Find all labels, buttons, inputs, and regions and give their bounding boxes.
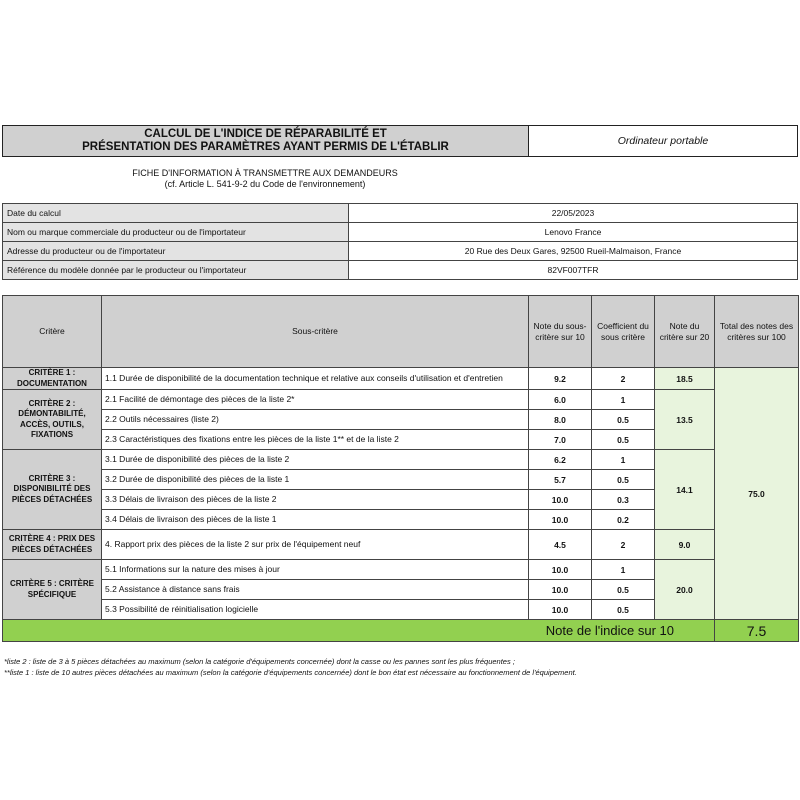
header-note-sous-critere: Note du sous-critère sur 10	[529, 296, 592, 368]
criterion-note: 18.5	[655, 368, 715, 390]
sub-criterion-coef: 1	[592, 390, 655, 410]
criterion-note: 9.0	[655, 530, 715, 560]
sub-criterion-label: 1.1 Durée de disponibilité de la documentation technique et relative aux conseils d'utilisation et d'entretien	[102, 368, 529, 390]
criterion-name: CRITÈRE 5 : CRITÈRE SPÉCIFIQUE	[3, 560, 102, 620]
sub-criterion-note: 6.2	[529, 450, 592, 470]
sub-criterion-coef: 0.3	[592, 490, 655, 510]
sub-criterion-coef: 0.5	[592, 430, 655, 450]
table-row	[3, 390, 799, 410]
final-score-label: Note de l'indice sur 10	[3, 620, 715, 642]
info-row	[3, 242, 798, 261]
fiche-line-2: (cf. Article L. 541-9-2 du Code de l'environnement)	[164, 178, 366, 189]
sub-criterion-coef: 2	[592, 368, 655, 390]
final-score-value: 7.5	[715, 620, 799, 642]
info-label: Adresse du producteur ou de l'importateur	[3, 242, 349, 261]
criterion-note: 14.1	[655, 450, 715, 530]
sub-criterion-label: 3.3 Délais de livraison des pièces de la liste 2	[102, 490, 529, 510]
sub-criterion-coef: 0.5	[592, 470, 655, 490]
info-label: Nom ou marque commerciale du producteur ou de l'importateur	[3, 223, 349, 242]
header-coefficient: Coefficient du sous critère	[592, 296, 655, 368]
info-value: 22/05/2023	[349, 204, 798, 223]
info-row	[3, 223, 798, 242]
sub-criterion-label: 3.2 Durée de disponibilité des pièces de la liste 1	[102, 470, 529, 490]
footnotes	[4, 656, 798, 678]
footnote-liste-2: *liste 2 : liste de 3 à 5 pièces détachées au maximum (selon la catégorie d'équipements concernée) dont la casse ou les pannes sont les plus fréquentes ;	[4, 657, 515, 666]
info-value: Lenovo France	[349, 223, 798, 242]
info-value: 82VF007TFR	[349, 261, 798, 280]
footnote-liste-1: **liste 1 : liste de 10 autres pièces détachées au maximum (selon la catégorie d'équipements concernée) dont le bon état est nécessaire au fonctionnement de l'équipement.	[4, 668, 577, 677]
sub-criterion-note: 8.0	[529, 410, 592, 430]
sub-criterion-label: 2.1 Facilité de démontage des pièces de la liste 2*	[102, 390, 529, 410]
title-line-2: PRÉSENTATION DES PARAMÈTRES AYANT PERMIS DE L'ÉTABLIR	[82, 141, 449, 153]
criterion-name: CRITÈRE 4 : PRIX DES PIÈCES DÉTACHÉES	[3, 530, 102, 560]
info-table	[2, 203, 798, 280]
sub-criterion-note: 4.5	[529, 530, 592, 560]
criterion-name: CRITÈRE 3 : DISPONIBILITÉ DES PIÈCES DÉTACHÉES	[3, 450, 102, 530]
fiche-line-1: FICHE D'INFORMATION À TRANSMETTRE AUX DEMANDEURS	[132, 168, 398, 178]
sub-criterion-coef: 0.5	[592, 580, 655, 600]
sub-criterion-label: 2.2 Outils nécessaires (liste 2)	[102, 410, 529, 430]
sub-criterion-note: 10.0	[529, 510, 592, 530]
sub-criterion-note: 10.0	[529, 490, 592, 510]
sub-criterion-label: 5.3 Possibilité de réinitialisation logicielle	[102, 600, 529, 620]
sub-criterion-label: 2.3 Caractéristiques des fixations entre les pièces de la liste 1** et de la liste 2	[102, 430, 529, 450]
criterion-note: 20.0	[655, 560, 715, 620]
sub-criterion-note: 5.7	[529, 470, 592, 490]
table-row	[3, 368, 799, 390]
criterion-name: CRITÈRE 2 : DÉMONTABILITÉ, ACCÈS, OUTILS, FIXATIONS	[3, 390, 102, 450]
sub-criterion-note: 9.2	[529, 368, 592, 390]
header-critere: Critère	[3, 296, 102, 368]
header-note-critere: Note du critère sur 20	[655, 296, 715, 368]
sub-criterion-label: 5.2 Assistance à distance sans frais	[102, 580, 529, 600]
sub-criterion-coef: 0.5	[592, 600, 655, 620]
final-score-row	[3, 620, 799, 642]
sub-criterion-note: 10.0	[529, 580, 592, 600]
total-score: 75.0	[715, 368, 799, 620]
sub-criterion-note: 7.0	[529, 430, 592, 450]
table-row	[3, 560, 799, 580]
info-value: 20 Rue des Deux Gares, 92500 Rueil-Malmaison, France	[349, 242, 798, 261]
sub-criterion-coef: 1	[592, 450, 655, 470]
criterion-note: 13.5	[655, 390, 715, 450]
document-title	[3, 126, 529, 156]
info-row	[3, 204, 798, 223]
header-sous-critere: Sous-critère	[102, 296, 529, 368]
sub-criterion-label: 4. Rapport prix des pièces de la liste 2 sur prix de l'équipement neuf	[102, 530, 529, 560]
sub-criterion-label: 3.4 Délais de livraison des pièces de la liste 1	[102, 510, 529, 530]
info-label: Date du calcul	[3, 204, 349, 223]
sub-criterion-note: 6.0	[529, 390, 592, 410]
header-box	[2, 125, 798, 157]
repairability-table	[2, 295, 799, 642]
sub-criterion-coef: 0.2	[592, 510, 655, 530]
table-row	[3, 530, 799, 560]
sub-criterion-note: 10.0	[529, 600, 592, 620]
sub-criterion-label: 5.1 Informations sur la nature des mises à jour	[102, 560, 529, 580]
table-row	[3, 450, 799, 470]
title-line-1: CALCUL DE L'INDICE DE RÉPARABILITÉ ET	[144, 128, 387, 140]
sub-criterion-coef: 2	[592, 530, 655, 560]
sub-criterion-note: 10.0	[529, 560, 592, 580]
fiche-heading	[2, 168, 528, 189]
sub-criterion-coef: 1	[592, 560, 655, 580]
sub-criterion-label: 3.1 Durée de disponibilité des pièces de la liste 2	[102, 450, 529, 470]
product-type: Ordinateur portable	[617, 135, 709, 147]
criterion-name: CRITÈRE 1 : DOCUMENTATION	[3, 368, 102, 390]
header-total: Total des notes des critères sur 100	[715, 296, 799, 368]
sub-criterion-coef: 0.5	[592, 410, 655, 430]
info-row	[3, 261, 798, 280]
info-label: Référence du modèle donnée par le producteur ou l'importateur	[3, 261, 349, 280]
